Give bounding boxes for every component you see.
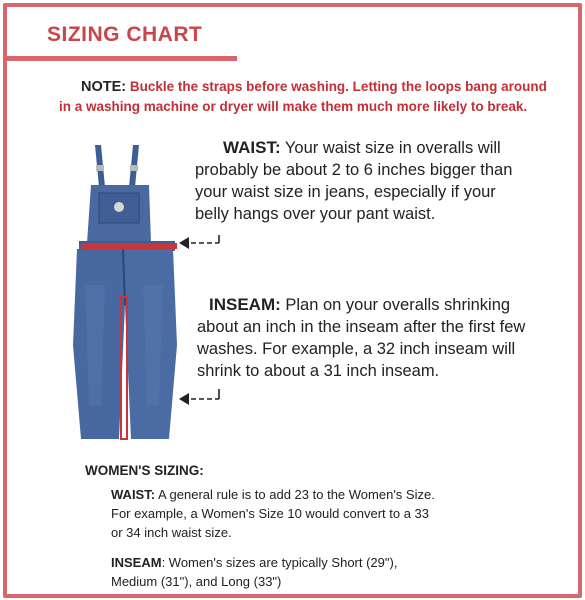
womens-waist-section [111, 485, 531, 542]
inseam-line-3: washes. For example, a 32 inch inseam will [197, 340, 516, 358]
womens-waist-text-3: or 34 inch waist size. [111, 525, 232, 540]
inseam-line-1: Plan on your overalls shrinking [285, 296, 511, 314]
womens-waist-label: WAIST: [111, 487, 156, 502]
waist-arrow-icon [177, 233, 223, 258]
womens-inseam-text-1: : Women's sizes are typically Short (29"), [161, 555, 398, 570]
inseam-label: INSEAM: [209, 295, 281, 314]
womens-waist-text-1: A general rule is to add 23 to the Women's Size. [157, 487, 435, 502]
page-title: SIZING CHART [47, 23, 203, 46]
waist-line-2: probably be about 2 to 6 inches bigger than [195, 161, 513, 179]
inseam-arrow-icon [177, 387, 223, 412]
womens-inseam-text-2: Medium (31"), and Long (33") [111, 574, 282, 589]
womens-inseam-section [111, 553, 531, 591]
washing-note [59, 77, 549, 116]
inseam-section [197, 294, 577, 382]
waist-label: WAIST: [223, 138, 281, 157]
inseam-line-2: about an inch in the inseam after the first few [197, 318, 526, 336]
womens-waist-text-2: For example, a Women's Size 10 would convert to a 33 [111, 506, 430, 521]
overalls-photo-icon [65, 145, 177, 448]
title-rule [7, 56, 237, 61]
waist-line-4: belly hangs over your pant waist. [195, 205, 436, 223]
womens-inseam-label: INSEAM [111, 555, 162, 570]
waist-section [195, 137, 575, 225]
note-text: Buckle the straps before washing. Letting the loops bang around in a washing machine or dryer will make them much more likely to break. [59, 79, 547, 114]
waist-line-3: your waist size in jeans, especially if your [195, 183, 496, 201]
sizing-chart-card [3, 3, 582, 598]
note-label: NOTE: [81, 79, 127, 95]
womens-sizing-title: WOMEN'S SIZING: [85, 463, 204, 478]
inseam-line-4: shrink to about a 31 inch inseam. [197, 362, 440, 380]
waist-line-1: Your waist size in overalls will [284, 139, 501, 157]
